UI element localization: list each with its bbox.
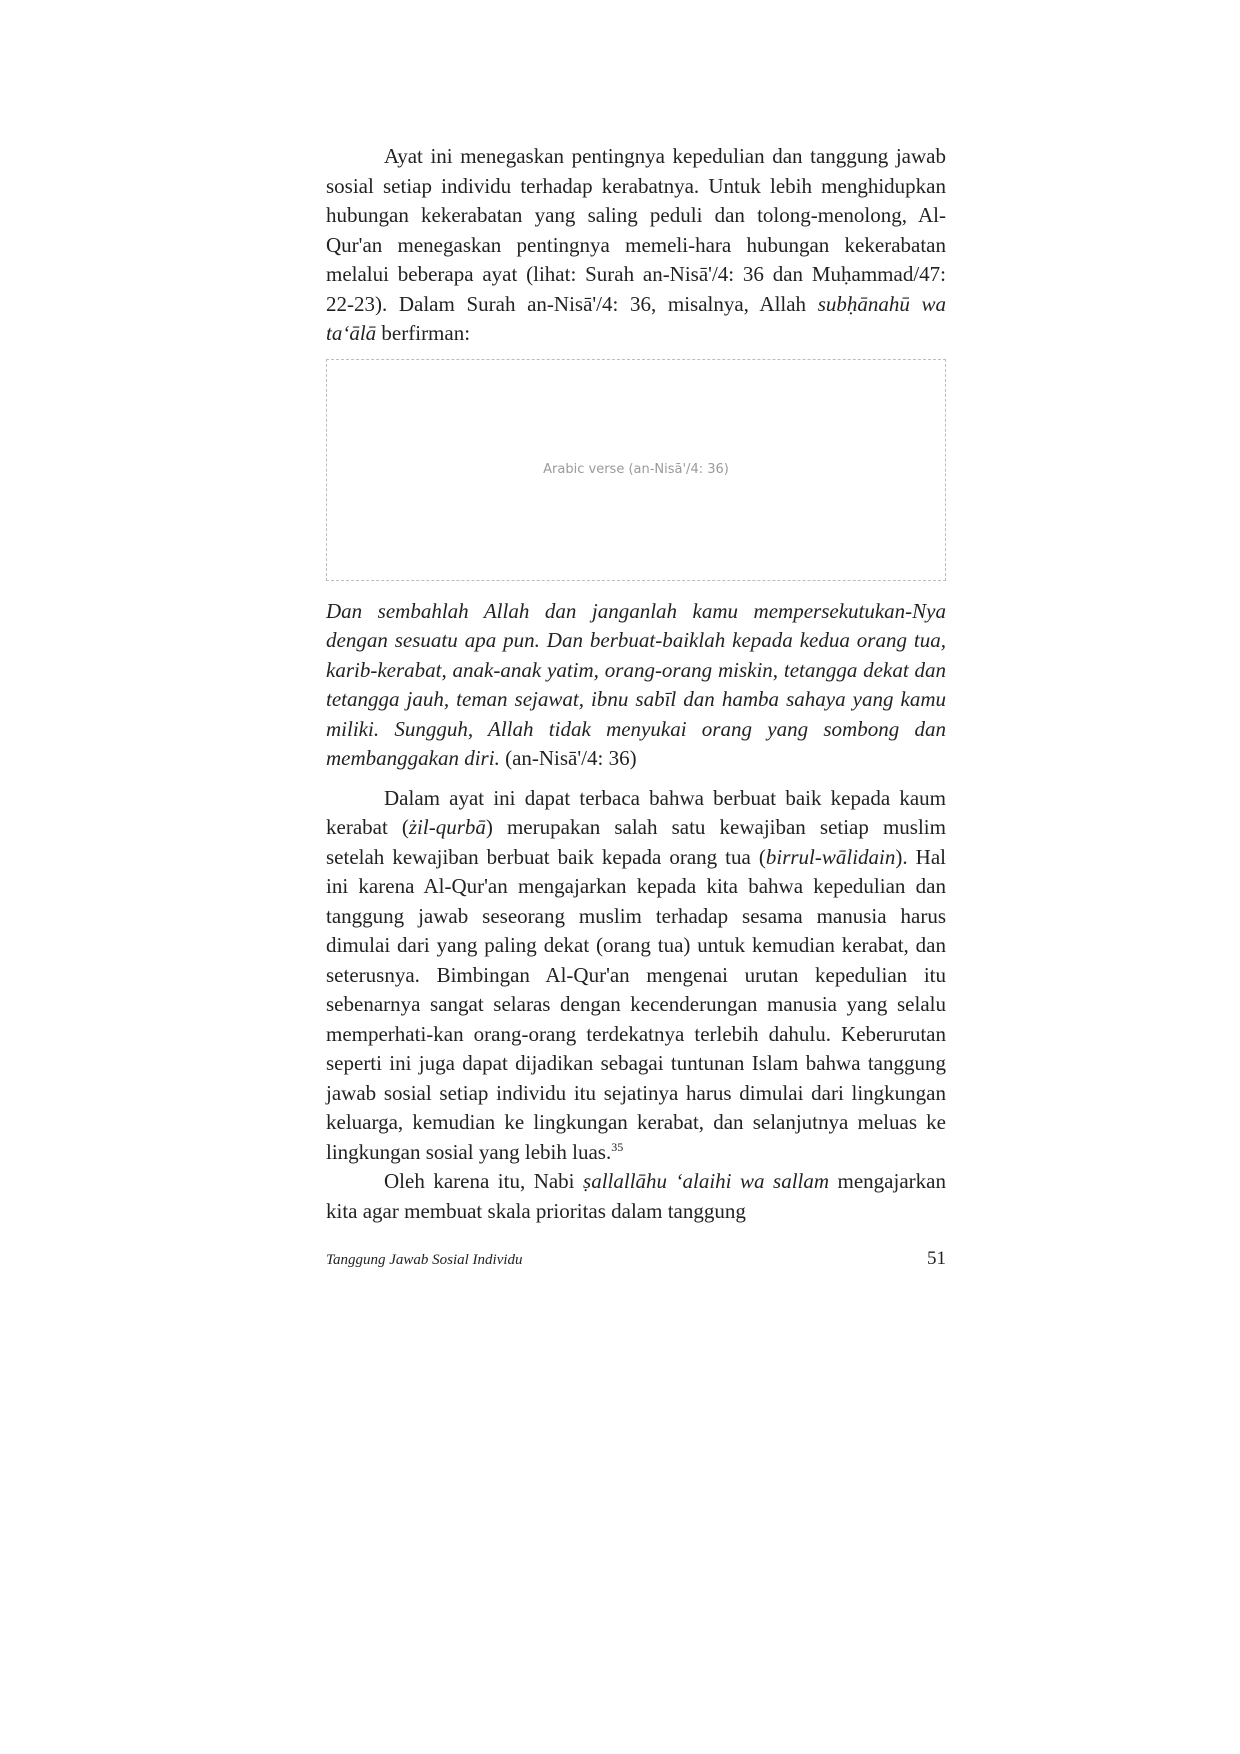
- translation-text: Dan sembahlah Allah dan janganlah kamu mempersekutukan-Nya dengan sesuatu apa pun. Dan berbuat-baiklah kepada kedua orang tua, karib-kerabat, anak-anak yatim, orang-orang miskin, tetangga dekat dan tetangga jauh, teman sejawat, ibnu sabīl dan hamba sahaya yang kamu miliki. Sungguh, Allah tidak menyukai orang yang sombong dan membanggakan diri.: [326, 598, 946, 770]
- honorific-allah: subḥānahū wa ta‘ālā: [326, 291, 946, 345]
- paragraph-explanation: [326, 784, 946, 1168]
- translation-reference: (an-Nisā'/4: 36): [499, 746, 637, 770]
- paragraph-continuation: [326, 1167, 946, 1226]
- footnote-marker: 35: [611, 1139, 624, 1154]
- paragraph-intro: [326, 142, 946, 349]
- term-zil-qurba: żil-qurbā: [408, 815, 486, 839]
- paragraph-intro-text: Ayat ini menegaskan pentingnya kepedulian dan tanggung jawab sosial setiap individu terhadap kerabatnya. Untuk lebih menghidupkan hubungan kekerabatan yang saling peduli dan tolong-menolong, Al-Qur'an menegaskan pentingnya memeli-hara hubungan kekerabatan melalui beberapa ayat (lihat: Surah an-Nisā'/4: 36 dan Muḥammad/47: 22-23). Dalam Surah an-Nisā'/4: 36, misalnya, Allah: [326, 144, 946, 316]
- paragraph-continuation-text-b: mengajarkan kita agar membuat skala prioritas dalam tanggung: [326, 1169, 946, 1223]
- paragraph-explanation-text-a: Dalam ayat ini dapat terbaca bahwa berbuat baik kepada kaum kerabat (: [326, 785, 946, 839]
- paragraph-explanation-text-b: ) merupakan salah satu kewajiban setiap muslim setelah kewajiban berbuat baik kepada orang tua (: [326, 815, 946, 869]
- page-footer: [326, 1248, 946, 1270]
- page-body: [326, 142, 946, 1226]
- paragraph-continuation-text-a: Oleh karena itu, Nabi: [384, 1169, 584, 1193]
- paragraph-explanation-text-c: ). Hal ini karena Al-Qur'an mengajarkan kepada kita bahwa kepedulian dan tanggung jawab seseorang muslim terhadap sesama manusia harus dimulai dari yang paling dekat (orang tua) untuk kemudian kerabat, dan seterusnya. Bimbingan Al-Qur'an mengenai urutan kepedulian itu sebenarnya sangat selaras dengan kecenderungan manusia yang selalu memperhati-kan orang-orang terdekatnya terlebih dahulu. Keberurutan seperti ini juga dapat dijadikan sebagai tuntunan Islam bahwa tanggung jawab sosial setiap individu itu sejatinya harus dimulai dari lingkungan keluarga, kemudian ke lingkungan kerabat, dan selanjutnya meluas ke lingkungan sosial yang lebih luas.: [326, 844, 946, 1164]
- honorific-nabi: ṣallallāhu ‘alaihi wa sallam: [583, 1169, 830, 1193]
- paragraph-intro-tail: berfirman:: [376, 321, 471, 345]
- term-birrul-walidain: birrul-wālidain: [765, 844, 896, 869]
- running-title: Tanggung Jawab Sosial Individu: [326, 1252, 523, 1268]
- arabic-verse-label: Arabic verse (an-Nisā'/4: 36): [543, 462, 729, 477]
- verse-translation: [326, 597, 946, 774]
- page-number: 51: [927, 1248, 946, 1269]
- arabic-verse-image: [326, 359, 946, 581]
